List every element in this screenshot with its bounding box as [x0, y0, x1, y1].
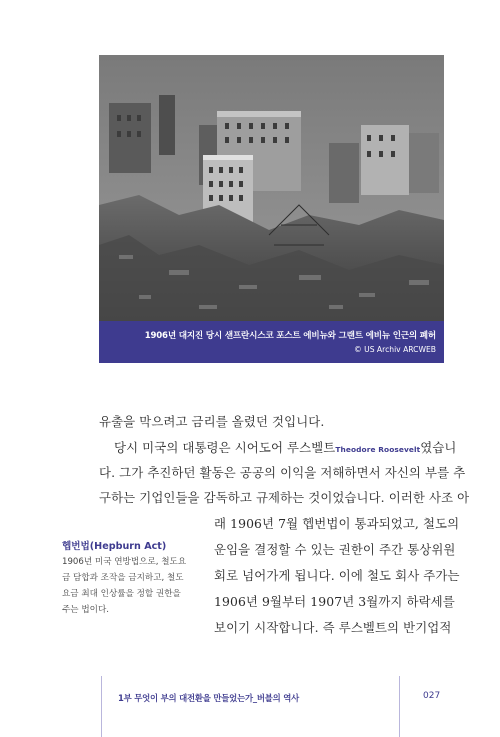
photo-figure — [99, 55, 444, 363]
earthquake-ruins-photo — [99, 55, 444, 321]
footer-divider-right — [399, 676, 400, 737]
sidenote-line: 1906년 미국 연방법으로, 철도요 — [62, 557, 187, 567]
body-line-part: 당시 미국의 대통령은 시어도어 루스벨트 — [114, 440, 336, 455]
body-line: 구하는 기업인들을 감독하고 규제하는 것이었습니다. 이러한 사조 아 — [99, 490, 470, 505]
sidenote-title: 헵번법(Hepburn Act) — [62, 541, 167, 552]
body-line — [114, 438, 457, 456]
page-number: 027 — [423, 691, 441, 701]
body-line: 운임을 결정할 수 있는 권한이 주간 통상위원 — [214, 542, 456, 557]
sidenote-line: 금 담합과 조작을 금지하고, 철도 — [62, 573, 184, 583]
sidenote-line: 요금 최대 인상률을 정할 권한을 — [62, 589, 181, 599]
body-line-part: 였습니 — [420, 440, 457, 455]
body-line: 보이기 시작합니다. 즉 루스벨트의 반기업적 — [214, 620, 452, 635]
body-line: 다. 그가 추진하던 활동은 공공의 이익을 저해하면서 자신의 부를 추 — [99, 465, 466, 480]
body-line: 유출을 막으려고 금리를 올렸던 것입니다. — [99, 414, 325, 429]
running-title: 1부 무엇이 부의 대전환을 만들었는가_버블의 역사 — [118, 693, 299, 703]
body-line: 래 1906년 7월 헵번법이 통과되었고, 철도의 — [214, 516, 460, 531]
caption-title: 1906년 대지진 당시 샌프란시스코 포스트 에비뉴와 그랜트 에비뉴 인근의 폐허 — [144, 331, 436, 341]
footer-divider-left — [101, 676, 102, 737]
caption-bar — [99, 321, 444, 363]
body-line: 1906년 9월부터 1907년 3월까지 하락세를 — [214, 594, 455, 609]
sidenote-line: 주는 법이다. — [62, 605, 109, 615]
english-name: Theodore Roosevelt — [335, 445, 421, 454]
caption-credit: © US Archiv ARCWEB — [354, 345, 436, 354]
body-line: 회로 넘어가게 됩니다. 이에 철도 회사 주가는 — [214, 568, 460, 583]
sidenote — [62, 538, 202, 618]
